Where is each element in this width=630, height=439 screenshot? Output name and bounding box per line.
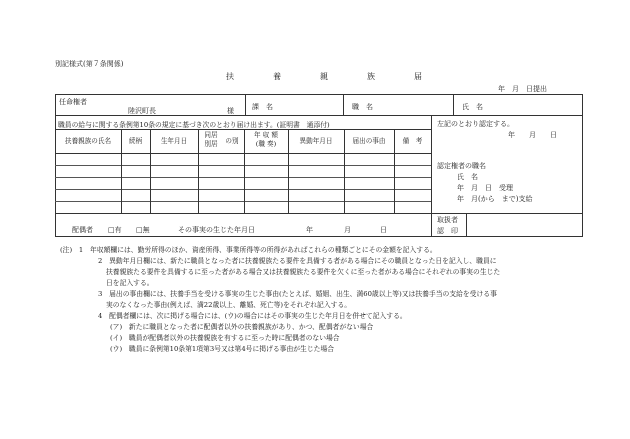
note-4: 4 配偶者欄には、次に掲げる場合には、(ウ)の場合にはその事実の生じた年月日を併せて記入する。	[98, 312, 407, 320]
row-line-1	[55, 165, 431, 166]
spouse-event-date-label: その事実の生じた年月日	[178, 226, 255, 234]
section-label: 課 名	[252, 103, 273, 111]
col-header-name: 扶養親族の氏名	[64, 137, 112, 145]
col-header-cohabit-1: 同居	[204, 131, 218, 139]
col-header-cohabit-2: 別居	[204, 140, 218, 148]
appointer-sama: 様	[227, 107, 234, 115]
spouse-month: 月	[344, 226, 351, 234]
title-char-5: 届	[414, 72, 422, 81]
form-title	[226, 71, 422, 82]
spouse-year: 年	[306, 226, 313, 234]
title-char-2: 養	[273, 72, 281, 81]
handler-seal-label: 認 印	[437, 227, 458, 235]
title-char-4: 族	[367, 72, 375, 81]
handler-divider	[466, 213, 467, 237]
approval-date: 年 月 日	[508, 131, 557, 139]
approval-received: 年 月 日 受理	[457, 184, 513, 192]
top-divider-3	[453, 94, 454, 115]
note-2-line-2: 扶養親族たる要件を具備するに至った者がある場合又は扶養親族たる要件を欠くに至った者がある場合にそれぞれの事実の生じた	[106, 268, 501, 276]
header-divider	[55, 153, 431, 154]
note-3-line-1: 3 届出の事由欄には、扶養手当を受ける事実の生じた事由(たとえば、婚姻、出生、満60歳以上等)又は扶養手当の支給を受ける事	[98, 290, 497, 298]
title-char-1: 扶	[226, 72, 234, 81]
spouse-day: 日	[380, 226, 387, 234]
spouse-yes-checkbox[interactable]: □有	[108, 226, 122, 234]
col-divider-3	[198, 129, 199, 213]
position-label: 職 名	[352, 103, 373, 111]
col-header-cohabit-3: の別	[225, 137, 239, 145]
approval-paid: 年 月(から まで)支給	[457, 195, 533, 203]
note-4-u: (ウ) 職員に条例第10条第1項第3号又は第4号に掲げる事由が生じた場合	[110, 345, 335, 353]
col-header-change-date: 異動年月日	[299, 137, 333, 145]
handler-label: 取扱者	[437, 216, 458, 224]
col-header-income-1: 年 収 額	[254, 131, 278, 139]
col-header-reason: 届出の事由	[352, 137, 386, 145]
note-2-line-1: 2 異動年月日欄には、新たに職員となった者に扶養親族たる要件を具備する者がある場合にその職員となった日を記入し、職員に	[98, 257, 497, 265]
name-label: 氏 名	[462, 103, 483, 111]
spouse-no-checkbox[interactable]: □無	[136, 226, 150, 234]
appointer-label: 任命権者	[59, 98, 87, 106]
note-2-line-3: 日を記入する。	[106, 279, 154, 287]
statement-text: 職員の給与に関する条例第10条の規定に基づき次のとおり届け出ます。(証明書 通添付)	[58, 121, 330, 129]
approval-separator	[431, 115, 432, 237]
approval-officer-label: 認定権者の職名	[437, 162, 486, 170]
statement-divider	[55, 129, 431, 130]
col-header-income-2: (職 奏)	[255, 140, 277, 148]
col-header-remarks: 備 考	[402, 137, 423, 145]
appointer-name: 陸沢町長	[128, 107, 156, 115]
spouse-label: 配偶者	[72, 226, 93, 234]
handler-top-line	[431, 213, 583, 214]
note-4-a: (ア) 新たに職員となった者に配偶者以外の扶養親族があり、かつ、配偶者がない場合	[110, 323, 374, 331]
note-4-i: (イ) 職員が配偶者以外の扶養親族を有するに至った時に配偶者のない場合	[110, 334, 340, 342]
approval-name: 氏 名	[457, 173, 478, 181]
col-header-birthdate: 生年月日	[160, 137, 188, 145]
submit-date: 年 月 日提出	[498, 85, 547, 93]
note-3-line-2: 実のなくなった事由(例えば、満22歳以上、離婚、死亡等)をそれぞれ記入する。	[106, 301, 352, 309]
note-1: (注) 1 年収額欄には、勤労所得のほか、資産所得、事業所得等の所得があればこれらの種類ごとにその金額を記入する。	[60, 246, 437, 254]
row-line-3	[55, 189, 431, 190]
form-label: 別記様式(第７条関係)	[55, 60, 124, 68]
spouse-divider	[55, 213, 431, 214]
row-line-2	[55, 177, 431, 178]
top-divider-1	[245, 94, 246, 115]
row-line-4	[55, 201, 431, 202]
top-divider-2	[343, 94, 344, 115]
title-char-3: 親	[320, 72, 328, 81]
approval-text: 左記のとおり認定する。	[437, 120, 514, 128]
col-header-relation: 続柄	[128, 137, 143, 145]
